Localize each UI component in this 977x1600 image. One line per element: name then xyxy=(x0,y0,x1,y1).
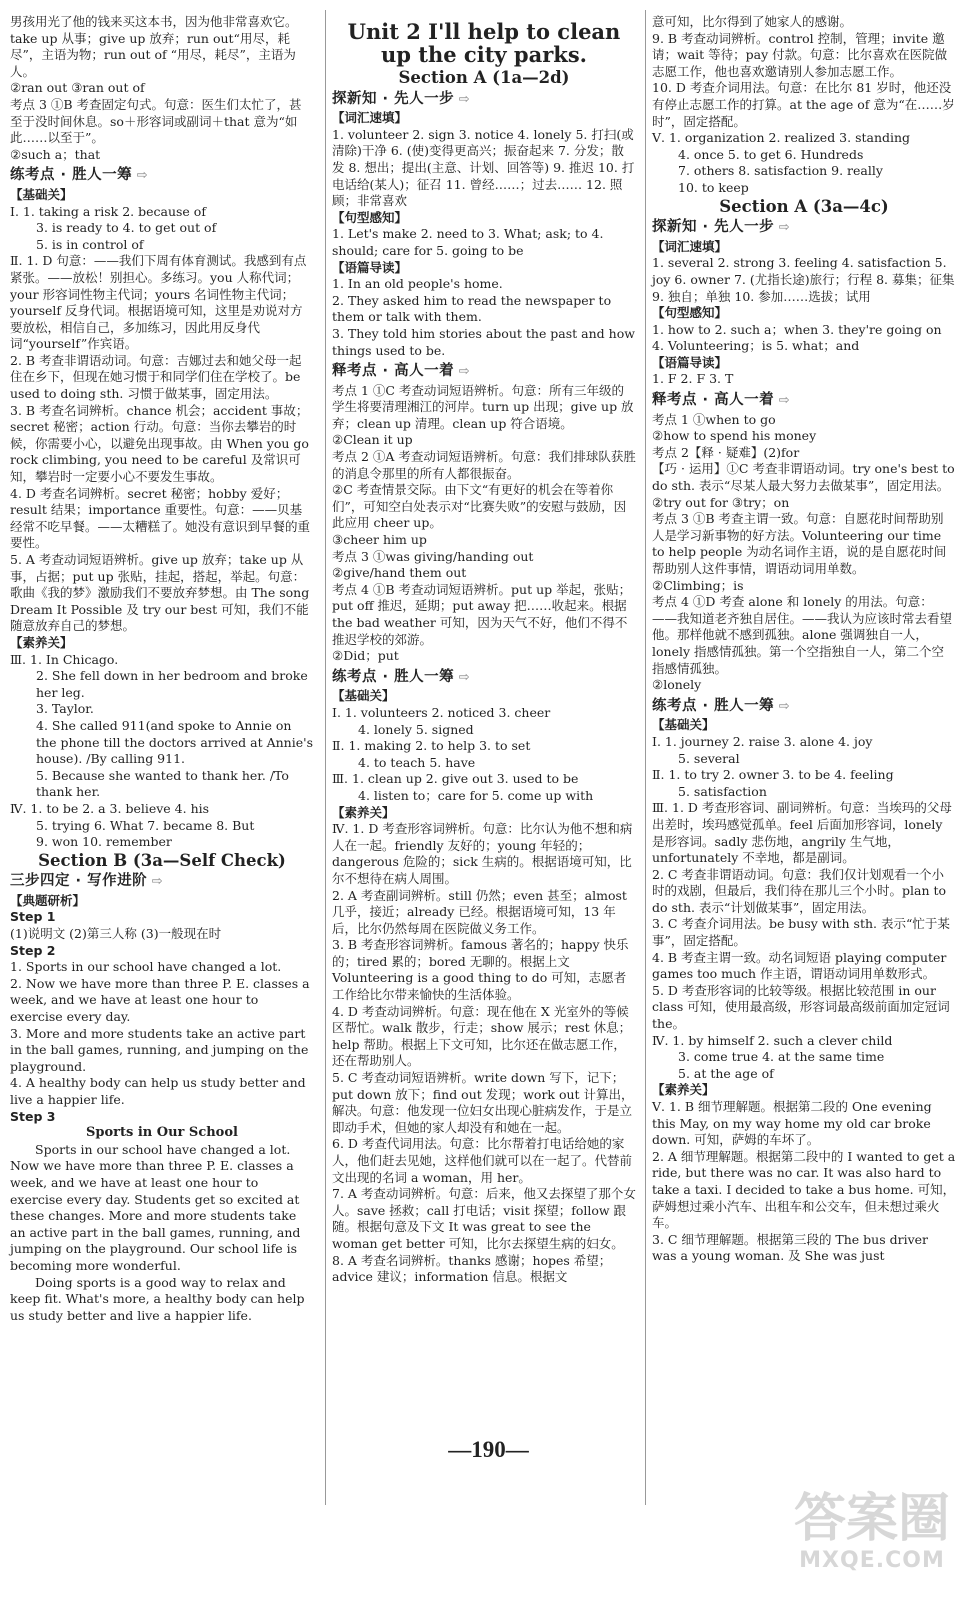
answer-line: 4. listen to；care for 5. come up with xyxy=(358,787,594,803)
section-bar: 三步四定 · 写作进阶 ⇨ xyxy=(10,873,164,890)
answer-line: 1. how to 2. such a；when 3. they're going on 4. Volunteering；is 5. what；and xyxy=(652,321,942,354)
arrow-icon: ⇨ xyxy=(454,364,471,380)
answer-line: 1. Sports in our school have changed a lot. xyxy=(10,959,282,975)
answer-line: 4. D 考查动词辨析。句意：现在他在 X 光室外的等候区帮忙。walk 散步，行走；show 展示；rest 休息；help 帮助。根据上下文可知，比尔还在做志愿工作，还在帮助别人。 xyxy=(332,1003,632,1069)
answer-line: 10. D 考查介词用法。句意：在比尔 81 岁时，他还没有停止志愿工作的打算。at the age of 意为“在……岁时”，固定搭配。 xyxy=(652,80,955,129)
answer-line: 考点 2 ①A 考查动词短语辨析。句意：我们排球队获胜的消息令那里的所有人都很振奋。 xyxy=(332,449,636,481)
answer-line: 考点 3 ①B 考查主谓一致。句意：自愿花时间帮助别人是学习新事物的好方法。Volunteering our time to help people 为动名词作主语，说的是自愿花时间帮助别人这件事情，谓语动词用单数。 xyxy=(652,511,947,576)
answer-line: 男孩用光了他的钱来买这本书，因为他非常喜欢它。take up 从事；give up 放弃；run out“用尽，耗尽”，主语为物；run out of “用尽，耗尽”，主语为人。 xyxy=(10,14,298,79)
answer-line: 1. F 2. F 3. T xyxy=(652,371,734,387)
answer-line: 5. A 考查动词短语辨析。give up 放弃；take up 从事，占据；put up 张贴，挂起，搭起，举起。句意：歌曲《我的梦》激励我们不要放弃梦想。由 The song Dream It Possible 及 try our best 可知，我们不能随意放弃自己的梦想。 xyxy=(10,552,310,634)
subsection-label: 【词汇速填】 xyxy=(332,110,408,126)
answer-line: 4. A healthy body can help us study better and live a happier life. xyxy=(10,1075,306,1107)
subsection-label: 【基础关】 xyxy=(10,186,73,202)
answer-line: 意可知，比尔得到了她家人的感谢。 xyxy=(652,14,853,29)
unit-title: Unit 2 I'll help to clean up the city parks. xyxy=(347,19,621,67)
answer-line: 2. Now we have more than three P. E. classes a week, and we have at least one hour to exercise every day. xyxy=(10,975,310,1025)
watermark-logo xyxy=(782,1490,962,1573)
answer-line: Ⅱ. 1. making 2. to help 3. to set xyxy=(332,738,531,754)
answer-line: 10. to keep xyxy=(678,179,749,195)
answer-line: ②try out for ③try；on xyxy=(652,494,790,510)
answer-line: 2. B 考查非谓语动词。句意：吉娜过去和她父母一起住在乡下，但现在她习惯于和同学们住在学校了。be used to doing sth. 习惯于做某事，固定用法。 xyxy=(10,352,302,402)
answer-line: 5. Because she wanted to thank her. /To thank her. xyxy=(36,767,289,800)
essay-title: Sports in Our School xyxy=(86,1125,238,1141)
answer-line: Ⅳ. 1. D 考查形容词辨析。句意：比尔认为他不想和病人在一起。friendly 友好的；young 年轻的；dangerous 危险的；sick 生病的。根据语境可知，比尔不想待在病人周围。 xyxy=(332,821,633,886)
section-heading: Section A (1a—2d) xyxy=(398,68,570,87)
answer-line: 3. C 细节理解题。根据第三段的 The bus driver was a young woman. 及 She was just xyxy=(652,1231,929,1264)
answer-line: 5. trying 6. What 7. became 8. But xyxy=(36,817,255,833)
section-bar: 探新知 · 先人一步 ⇨ xyxy=(652,219,791,236)
answer-line: 2. A 考查副词辨析。still 仍然；even 甚至；almost 几乎，接近；already 已经。根据语境可知，13 年后，比尔仍然每周在医院做义务工作。 xyxy=(332,887,627,936)
watermark-bottom: MXQE.COM xyxy=(799,1548,945,1573)
answer-line: 5. C 考查动词短语辨析。write down 写下，记下；put down 放下；find out 发现；work out 计算出，解决。句意：他发现一位妇女出现心脏病发作，于是立即动手术，但她的家人却没有和她在一起。 xyxy=(332,1070,634,1135)
answer-line: 1. In an old people's home. xyxy=(332,276,503,292)
answer-line: 5. satisfaction xyxy=(678,783,767,799)
answer-line: 【巧 · 运用】①C 考查非谓语动词。try one's best to do sth. 表示“尽某人最大努力去做某事”，固定用法。 xyxy=(652,461,955,494)
answer-line: 4. She called 911(and spoke to Annie on the phone till the doctors arrived at Annie's house). /By calling 911. xyxy=(36,717,313,767)
answer-line: 4. B 考查主谓一致。动名词短语 playing computer games too much 作主语，谓语动词用单数形式。 xyxy=(652,949,947,982)
subsection-label: 【句型感知】 xyxy=(652,305,728,321)
answer-line: 7. others 8. satisfaction 9. really xyxy=(678,163,883,179)
arrow-icon: ⇨ xyxy=(454,669,471,685)
answer-line: ②such a；that xyxy=(10,146,101,162)
answer-line: ②Climbing；is xyxy=(652,577,744,593)
section-bar: 释考点 · 高人一着 ⇨ xyxy=(332,363,471,380)
answer-line: 考点 1 ①C 考查动词短语辨析。句意：所有三年级的学生将要清理湘江的河岸。turn up 出现；give up 放弃；clean up 清理。clean up 符合语境。 xyxy=(332,382,634,431)
answer-line: Ⅱ. 1. to try 2. owner 3. to be 4. feeling xyxy=(652,767,894,783)
answer-column-3 xyxy=(652,14,956,1265)
answer-line: 6. D 考查代词用法。句意：比尔帮着打电话给她的家人，他们赶去见她，这样他们就可以在一起了。代替前文出现的名词 a woman，用 her。 xyxy=(332,1136,633,1185)
subsection-label: 【典题研析】 xyxy=(10,892,86,908)
answer-line: 3. More and more students take an active part in the ball games, running, and jumping on the playground. xyxy=(10,1025,309,1074)
answer-line: 考点 1 ①when to go xyxy=(652,411,776,427)
answer-line: ②give/hand them out xyxy=(332,565,467,581)
answer-line: Ⅰ. 1. journey 2. raise 3. alone 4. joy xyxy=(652,733,873,749)
answer-line: Ⅲ. 1. In Chicago. xyxy=(10,651,119,667)
answer-line: Ⅰ. 1. volunteers 2. noticed 3. cheer xyxy=(332,704,551,720)
answer-line: 5. several xyxy=(678,750,740,766)
column-divider xyxy=(325,10,326,1505)
answer-line: 4. D 考查名词辨析。secret 秘密；hobby 爱好；result 结果；importance 重要性。句意：——贝基经常不吃早餐。——太糟糕了。她没有意识到早餐的重要性。 xyxy=(10,485,311,551)
answer-line: 考点 3 ①B 考查固定句式。句意：医生们太忙了，甚至于没时间休息。so＋形容词或副词＋that 意为“如此……以至于”。 xyxy=(10,96,302,146)
section-bar: 练考点 · 胜人一筹 ⇨ xyxy=(332,668,471,685)
answer-line: Ⅴ. 1. B 细节理解题。根据第二段的 One evening this May, on my way home my old car broke down. 可知，萨姆的车坏了。 xyxy=(652,1099,932,1148)
column-divider xyxy=(645,10,646,1505)
arrow-icon: ⇨ xyxy=(454,91,471,107)
answer-line: 4. to teach 5. have xyxy=(358,754,476,770)
answer-line: 2. C 考查非谓语动词。句意：我们仅计划观看一个小时的戏剧，但最后，我们待在那儿三个小时。plan to do sth. 表示“计划做某事”，固定用法。 xyxy=(652,866,947,915)
answer-line: ②how to spend his money xyxy=(652,428,817,444)
answer-line: (1)说明文 (2)第三人称 (3)一般现在时 xyxy=(10,926,222,942)
subsection-label: 【基础关】 xyxy=(332,688,395,704)
answer-line: Ⅳ. 1. by himself 2. such a clever child xyxy=(652,1032,893,1048)
answer-line: Ⅴ. 1. organization 2. realized 3. standing xyxy=(652,130,911,146)
section-bar: 释考点 · 高人一着 ⇨ xyxy=(652,392,791,409)
section-bar: 练考点 · 胜人一筹 ⇨ xyxy=(10,167,149,184)
answer-line: 5. D 考查形容词的比较等级。根据比较范围 in our class 可知，使用最高级，形容词最高级前面加定冠词 the。 xyxy=(652,982,950,1032)
subsection-label: 【基础关】 xyxy=(652,717,715,733)
subsection-label: 【句型感知】 xyxy=(332,209,408,225)
section-heading: Section A (3a—4c) xyxy=(719,196,889,216)
answer-line: 考点 3 ①was giving/handing out xyxy=(332,548,534,564)
arrow-icon: ⇨ xyxy=(774,698,791,714)
answer-line: 3. B 考查形容词辨析。famous 著名的；happy 快乐的；tired 累的；bored 无聊的。根据上文 Volunteering is a good thing to do 可知，志愿者工作给比尔带来愉快的生活体验。 xyxy=(332,937,629,1003)
answer-line: 3. B 考查名词辨析。chance 机会；accident 事故；secret 秘密；action 行动。句意：当你去攀岩的时候，你需要小心，以避免出现事故。由 When you go rock climbing, you need to be careful 及常识可知，攀岩时一定要小心不要发生事故。 xyxy=(10,402,309,485)
answer-line: 8. A 考查名词辨析。thanks 感谢；hopes 希望；advice 建议；information 信息。根据文 xyxy=(332,1252,612,1285)
answer-line: 考点 2【释 · 疑难】(2)for xyxy=(652,444,800,460)
page-number: —190— xyxy=(448,1437,529,1462)
arrow-icon: ⇨ xyxy=(132,168,149,184)
answer-line: 3. C 考查介词用法。be busy with sth. 表示“忙于某事”，固定搭配。 xyxy=(652,916,950,949)
subsection-label: 【语篇导读】 xyxy=(332,259,408,275)
arrow-icon: ⇨ xyxy=(147,874,164,890)
answer-line: Ⅲ. 1. D 考查形容词、副词辨析。句意：当埃玛的父母出差时，埃玛感觉孤单。feel 后面加形容词，lonely 是形容词。sadly 悲伤地，angrily 生气地，unfortunately 不幸地，都是副词。 xyxy=(652,800,952,866)
subsection-label: 【素养关】 xyxy=(652,1082,715,1098)
arrow-icon: ⇨ xyxy=(774,393,791,409)
answer-line: 9. B 考查动词辨析。control 控制，管理；invite 邀请；wait 等待；pay 付款。句意：比尔喜欢在医院做志愿工作，他也喜欢邀请别人参加志愿工作。 xyxy=(652,30,948,79)
answer-line: 3. come true 4. at the same time xyxy=(678,1049,885,1065)
answer-line: ②lonely xyxy=(652,677,702,693)
subsection-label: 【素养关】 xyxy=(332,804,395,820)
section-heading: Section B (3a—Self Check) xyxy=(38,850,286,870)
answer-line: 2. She fell down in her bedroom and broke her leg. xyxy=(36,668,308,700)
answer-line: Sports in our school have changed a lot. Now we have more than three P. E. classes a week, and we have at least one hour to exercise every day. Students get so excited at these changes. More and more students take an active part in the ball games, running, and jumping on the playground. Our school life is becoming more wonderful. xyxy=(10,1141,301,1273)
answer-line: 3. is ready to 4. to get out of xyxy=(36,220,217,236)
answer-line: Ⅱ. 1. D 句意：——我们下周有体育测试。我感到有点紧张。——放松！别担心。多练习。you 人称代词；your 形容词性物主代词；yours 名词性物主代词；yourself 反身代词。根据语境可知，这里是劝说对方要放松，相信自己，多加练习，因此用反身代词“yourself”作宾语。 xyxy=(10,253,307,352)
answer-column-2 xyxy=(332,14,636,1286)
answer-line: ②Clean it up xyxy=(332,432,413,448)
answer-line: 2. A 细节理解题。根据第二段中的 I wanted to get a ride, but there was no car. It was also hard to take a taxi. I decided to take a bus home. 可知，萨姆想过乘小汽车、出租车和公交车，但未想过乘火车。 xyxy=(652,1148,956,1231)
answer-line: Ⅳ. 1. to be 2. a 3. believe 4. his xyxy=(10,800,210,816)
answer-line: ③cheer him up xyxy=(332,532,427,548)
subsection-label: Step 2 xyxy=(10,942,56,958)
answer-line: 4. once 5. to get 6. Hundreds xyxy=(678,146,864,162)
answer-line: ②C 考查情景交际。由下文“有更好的机会在等着你们”，可知空白处表示对“比赛失败”的安慰与鼓励，因此应用 cheer up。 xyxy=(332,482,627,531)
answer-line: 3. They told him stories about the past and how things used to be. xyxy=(332,325,635,358)
subsection-label: 【词汇速填】 xyxy=(652,238,728,254)
answer-line: 3. Taylor. xyxy=(36,701,94,717)
subsection-label: Step 3 xyxy=(10,1108,56,1124)
answer-line: 5. at the age of xyxy=(678,1065,774,1081)
answer-line: 考点 4 ①D 考查 alone 和 lonely 的用法。句意：——我知道老齐独自居住。——我认为应该时常去看望他。那样他就不感到孤独。alone 强调独自一人，lonely 指感情孤独。第一个空指独自一人，第二个空指感情孤独。 xyxy=(652,594,953,676)
answer-line: 4. lonely 5. signed xyxy=(358,721,474,737)
answer-line: Ⅲ. 1. clean up 2. give out 3. used to be xyxy=(332,771,579,787)
subsection-label: 【素养关】 xyxy=(10,634,73,650)
answer-line: ②Did；put xyxy=(332,648,399,664)
section-bar: 练考点 · 胜人一筹 ⇨ xyxy=(652,697,791,714)
answer-line: 1. volunteer 2. sign 3. notice 4. lonely 5. 打扫(或清除)干净 6. (使)变得更高兴；振奋起来 7. 分发；散发 8. 想出；提出(主意、计划、回答等) 9. 推迟 10. 打电话给(某人)；征召 11. 曾经……；过去…… 12. 照顾；非常喜欢 xyxy=(332,126,635,209)
answer-line: 5. is in control of xyxy=(36,236,144,252)
answer-line: Doing sports is a good way to relax and keep fit. What's more, a healthy body can help us study better and live a happier life. xyxy=(10,1274,305,1323)
answer-line: ②ran out ③ran out of xyxy=(10,80,145,96)
answer-column-1 xyxy=(10,14,314,1324)
answer-line: 9. won 10. remember xyxy=(36,834,172,850)
watermark-top: 答案圈 xyxy=(793,1489,950,1549)
answer-line: 1. several 2. strong 3. feeling 4. satisfaction 5. joy 6. owner 7. (尤指长途)旅行；行程 8. 募集；征集 9. 独自；单独 10. 参加……选拔；试用 xyxy=(652,255,955,304)
answer-line: 7. A 考查动词辨析。句意：后来，他又去探望了那个女人。save 拯救；call 打电话；visit 探望；follow 跟随。根据句意及下文 It was great to see the woman get better 可知，比尔去探望生病的妇女。 xyxy=(332,1186,636,1251)
subsection-label: Step 1 xyxy=(10,909,56,925)
subsection-label: 【语篇导读】 xyxy=(652,354,728,370)
answer-line: 2. They asked him to read the newspaper to them or talk with them. xyxy=(332,292,612,325)
section-bar: 探新知 · 先人一步 ⇨ xyxy=(332,90,471,107)
arrow-icon: ⇨ xyxy=(774,220,791,236)
answer-line: 1. Let's make 2. need to 3. What; ask; to 4. should; care for 5. going to be xyxy=(332,226,604,258)
answer-line: Ⅰ. 1. taking a risk 2. because of xyxy=(10,203,206,219)
answer-line: 考点 4 ①B 考查动词短语辨析。put up 举起，张贴；put off 推迟，延期；put away 把……收起来。根据 the bad weather 可知，因为天气不好，他们不得不推迟学校的郊游。 xyxy=(332,581,632,647)
